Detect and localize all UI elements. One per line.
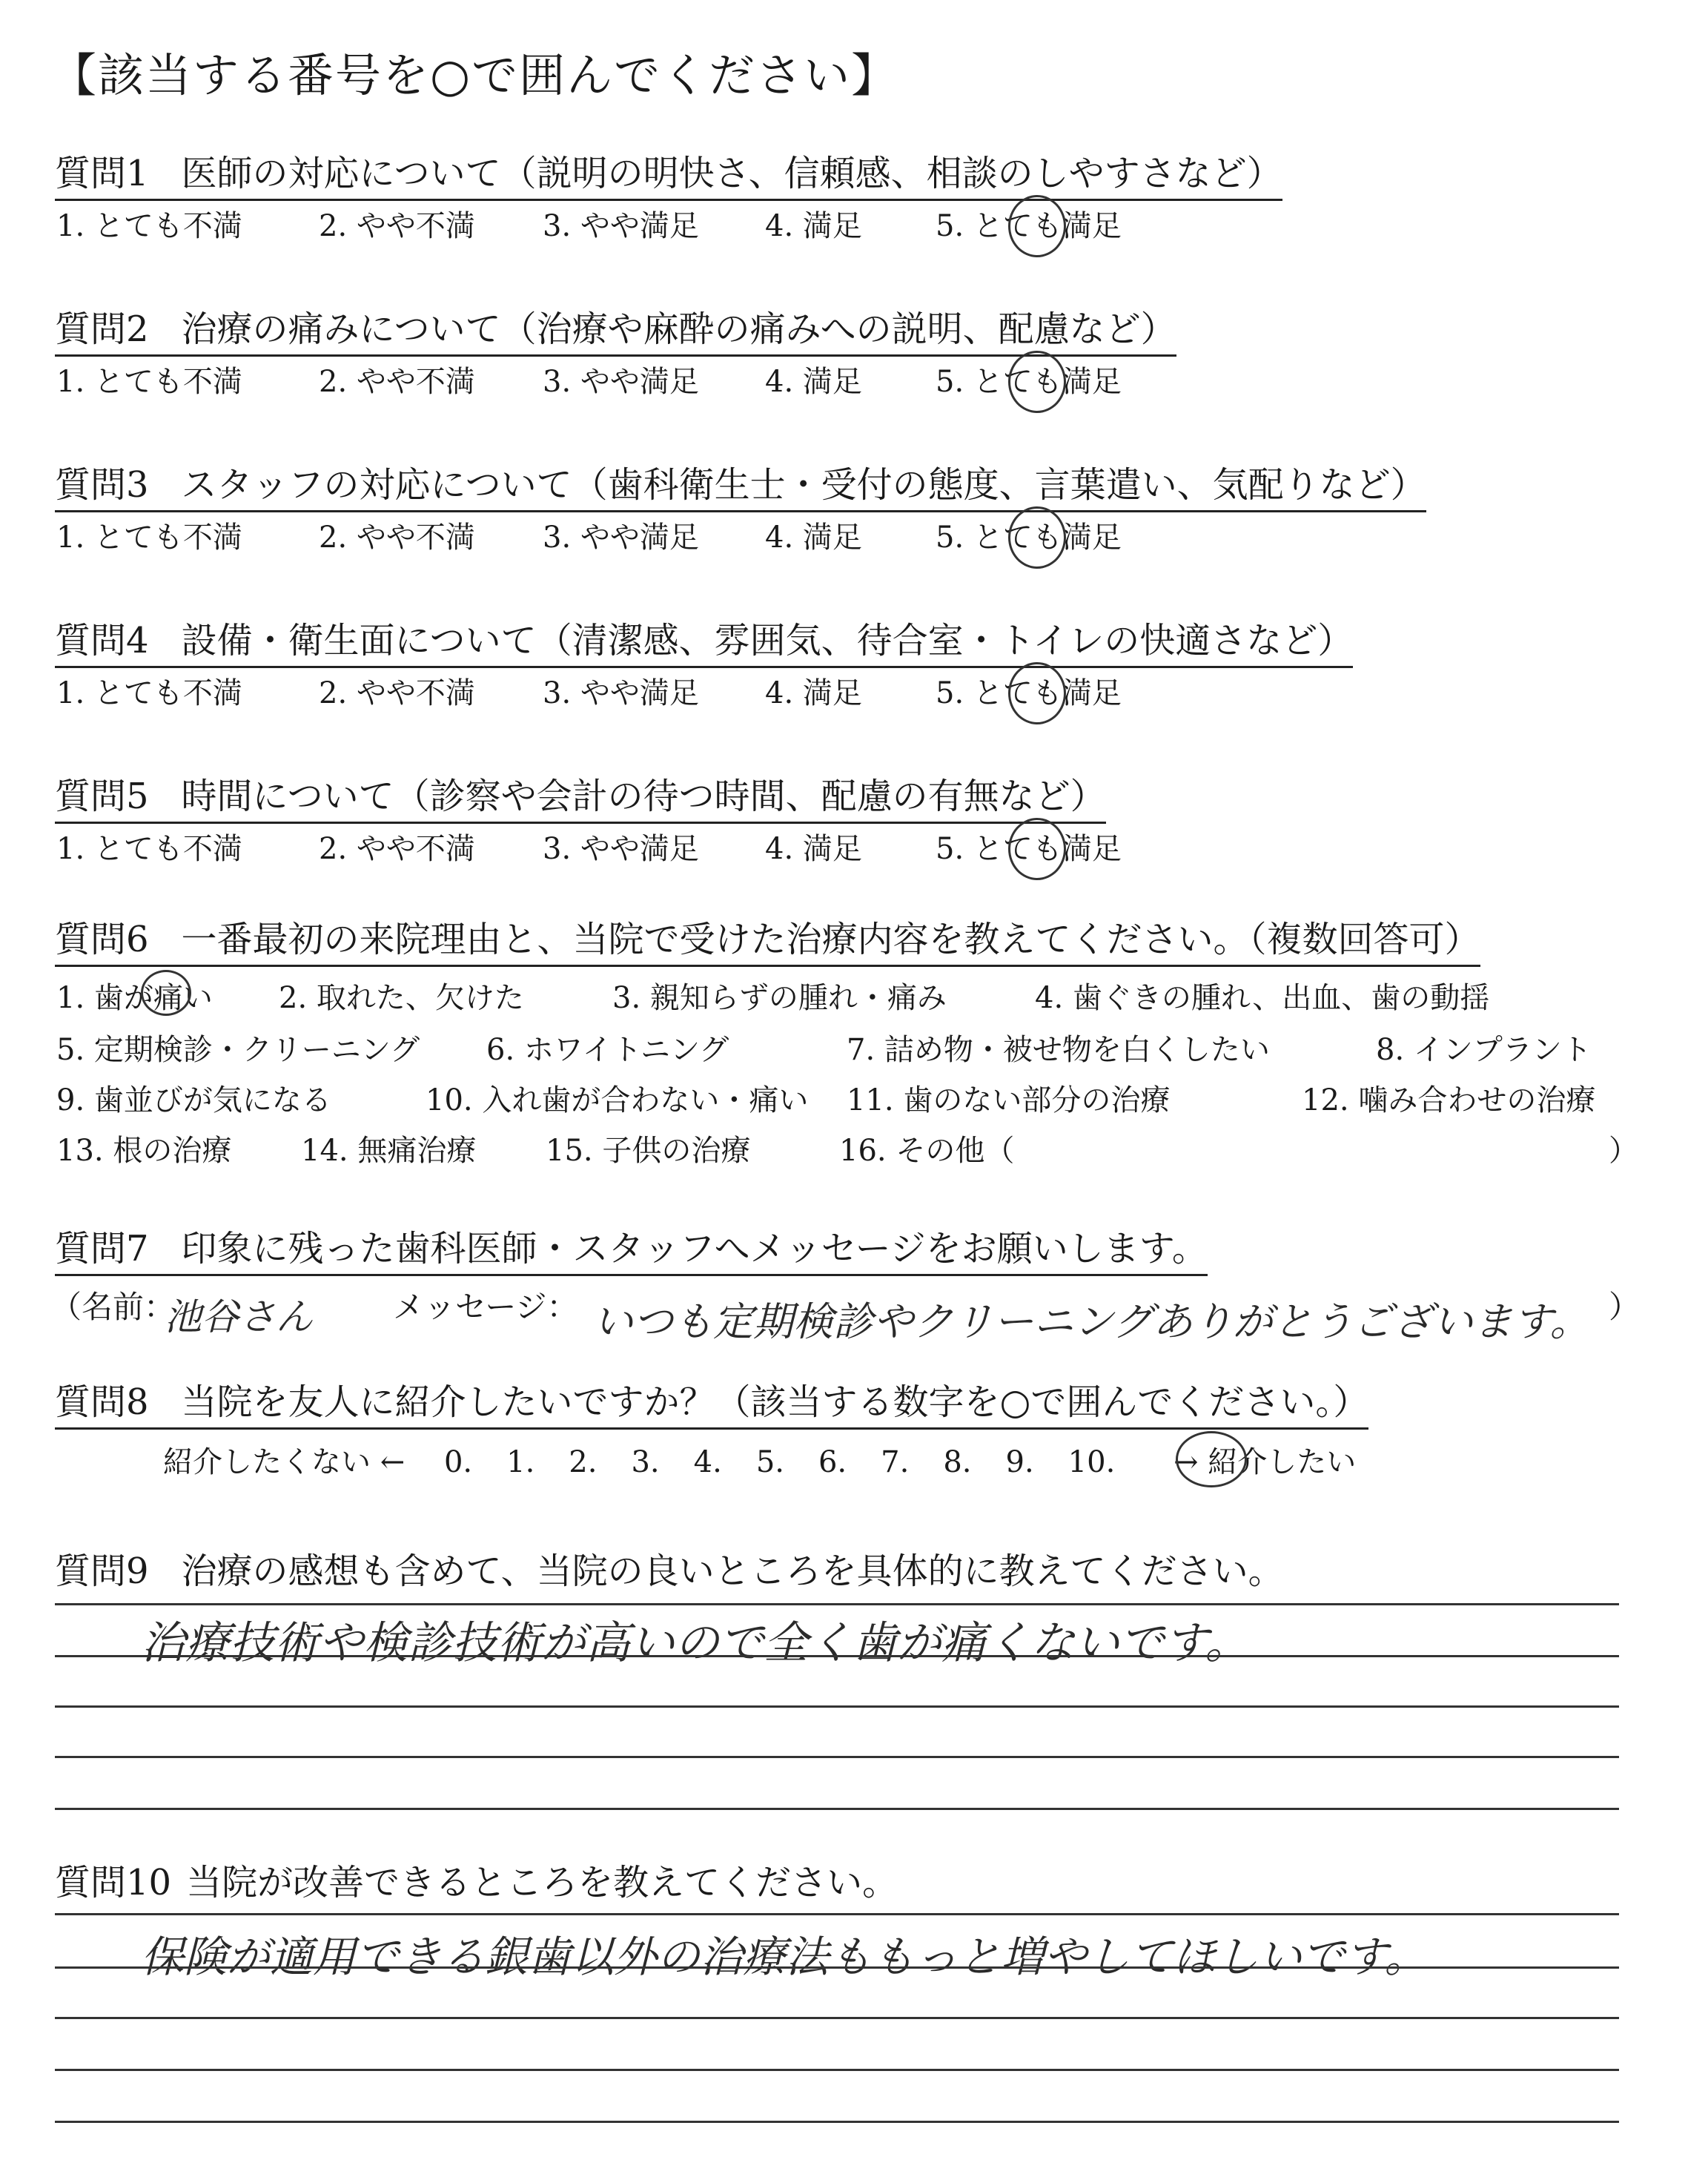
- scale-value[interactable]: 3.: [631, 1445, 660, 1479]
- option-5[interactable]: 5. とても満足: [936, 209, 1122, 243]
- q6-option[interactable]: 8. インプラント: [1376, 1033, 1592, 1067]
- answer-line: [55, 2017, 1619, 2019]
- option-1[interactable]: 1. とても不満: [56, 209, 242, 243]
- answer-circle-q5: [1008, 818, 1066, 880]
- question-text: 一番最初の来院理由と、当院で受けた治療内容を教えてください。（複数回答可）: [181, 919, 1480, 960]
- question-7-title: [55, 1220, 1208, 1276]
- message-value: いつも定期検診やクリーニングありがとうございます。: [593, 1298, 1590, 1345]
- scale-value[interactable]: 6.: [818, 1445, 847, 1479]
- question-1-title: [55, 145, 1282, 201]
- option-1[interactable]: 1. とても不満: [56, 521, 242, 555]
- scale-left-label: 紹介したくない ←: [163, 1445, 406, 1479]
- question-number: 質問3: [55, 464, 149, 506]
- scale-right-label: → 紹介したい: [1174, 1445, 1357, 1479]
- option-4[interactable]: 4. 満足: [765, 521, 862, 555]
- option-3[interactable]: 3. やや満足: [543, 521, 699, 555]
- option-4[interactable]: 4. 満足: [765, 365, 862, 399]
- question-text: 当院を友人に紹介したいですか？（該当する数字を○で囲んでください。）: [181, 1381, 1369, 1423]
- q6-option[interactable]: 15. 子供の治療: [546, 1134, 751, 1168]
- answer-line: [55, 1913, 1619, 1915]
- question-10-title: [55, 1854, 898, 1908]
- question-4-title: [55, 612, 1353, 668]
- scale-value[interactable]: 9.: [1005, 1445, 1034, 1479]
- q6-option[interactable]: 5. 定期検診・クリーニング: [56, 1033, 420, 1067]
- q6-option[interactable]: 16. その他（: [839, 1134, 1015, 1168]
- answer-line: [55, 2121, 1619, 2123]
- question-number: 質問7: [55, 1228, 149, 1269]
- option-5[interactable]: 5. とても満足: [936, 365, 1122, 399]
- q6-option[interactable]: 10. 入れ歯が合わない・痛い: [426, 1083, 809, 1117]
- survey-header: 【該当する番号を○で囲んでください】: [50, 48, 899, 102]
- answer-line: [55, 1655, 1619, 1657]
- question-number: 質問9: [55, 1550, 149, 1592]
- question-8-title: [55, 1373, 1368, 1430]
- q6-option[interactable]: 6. ホワイトニング: [486, 1033, 729, 1067]
- option-2[interactable]: 2. やや不満: [319, 832, 475, 866]
- answer-line: [55, 1966, 1619, 1969]
- answer-line: [55, 1705, 1619, 1708]
- message-close: ）: [1609, 1289, 1641, 1325]
- q6-option[interactable]: 13. 根の治療: [56, 1134, 232, 1168]
- option-4[interactable]: 4. 満足: [765, 209, 862, 243]
- scale-value[interactable]: 10.: [1068, 1445, 1116, 1479]
- option-2[interactable]: 2. やや不満: [319, 676, 475, 710]
- question-9-title: [55, 1542, 1284, 1596]
- answer-line: [55, 1808, 1619, 1810]
- question-2-title: [55, 300, 1176, 357]
- answer-circle-q8: [1176, 1431, 1247, 1487]
- option-3[interactable]: 3. やや満足: [543, 676, 699, 710]
- option-1[interactable]: 1. とても不満: [56, 676, 242, 710]
- scale-value[interactable]: 7.: [881, 1445, 910, 1479]
- option-3[interactable]: 3. やや満足: [543, 832, 699, 866]
- option-2[interactable]: 2. やや不満: [319, 209, 475, 243]
- q9-answer: 治療技術や検診技術が高いので全く歯が痛くないです。: [141, 1617, 1250, 1669]
- q6-option[interactable]: 14. 無痛治療: [301, 1134, 477, 1168]
- q6-option[interactable]: 2. 取れた、欠けた: [279, 981, 524, 1015]
- q6-option[interactable]: 12. 噛み合わせの治療: [1302, 1083, 1596, 1117]
- question-text: 治療の痛みについて（治療や麻酔の痛みへの説明、配慮など）: [181, 308, 1176, 350]
- q6-option[interactable]: 11. 歯のない部分の治療: [847, 1083, 1171, 1117]
- answer-line: [55, 2069, 1619, 2071]
- question-number: 質問4: [55, 620, 149, 661]
- question-text: 印象に残った歯科医師・スタッフへメッセージをお願いします。: [181, 1228, 1208, 1269]
- question-5-title: [55, 767, 1106, 824]
- q6-option[interactable]: 7. 詰め物・被せ物を白くしたい: [847, 1033, 1270, 1067]
- q6-option[interactable]: 3. 親知らずの腫れ・痛み: [612, 981, 947, 1015]
- question-number: 質問5: [55, 776, 149, 817]
- option-5[interactable]: 5. とても満足: [936, 521, 1122, 555]
- option-3[interactable]: 3. やや満足: [543, 209, 699, 243]
- q10-answer: 保険が適用できる銀歯以外の治療法ももっと増やしてほしいです。: [141, 1932, 1428, 1982]
- option-1[interactable]: 1. とても不満: [56, 832, 242, 866]
- q6-option[interactable]: 4. 歯ぐきの腫れ、出血、歯の動揺: [1035, 981, 1490, 1015]
- name-value: 池谷さん: [165, 1295, 313, 1338]
- option-4[interactable]: 4. 満足: [765, 676, 862, 710]
- q6-option[interactable]: 9. 歯並びが気になる: [56, 1083, 331, 1117]
- option-2[interactable]: 2. やや不満: [319, 521, 475, 555]
- answer-circle-q2: [1008, 351, 1066, 413]
- q6-option[interactable]: ）: [1609, 1134, 1638, 1168]
- question-number: 質問1: [55, 153, 149, 194]
- question-text: 治療の感想も含めて、当院の良いところを具体的に教えてください。: [181, 1550, 1284, 1592]
- option-1[interactable]: 1. とても不満: [56, 365, 242, 399]
- scale-value[interactable]: 0.: [443, 1445, 473, 1479]
- question-number: 質問8: [55, 1381, 149, 1423]
- question-3-title: [55, 456, 1426, 512]
- option-3[interactable]: 3. やや満足: [543, 365, 699, 399]
- q6-option[interactable]: 1. 歯が痛い: [56, 981, 213, 1015]
- message-label: メッセージ：: [393, 1289, 578, 1325]
- scale-value[interactable]: 2.: [569, 1445, 598, 1479]
- answer-circle-q4: [1008, 662, 1066, 724]
- question-text: スタッフの対応について（歯科衛生士・受付の態度、言葉遣い、気配りなど）: [181, 464, 1426, 506]
- option-5[interactable]: 5. とても満足: [936, 676, 1122, 710]
- option-4[interactable]: 4. 満足: [765, 832, 862, 866]
- question-text: 設備・衛生面について（清潔感、雰囲気、待合室・トイレの快適さなど）: [181, 620, 1354, 661]
- question-text: 時間について（診察や会計の待つ時間、配慮の有無など）: [181, 776, 1106, 817]
- scale-value[interactable]: 1.: [506, 1445, 535, 1479]
- answer-circle-q1: [1008, 195, 1066, 257]
- option-2[interactable]: 2. やや不満: [319, 365, 475, 399]
- question-number: 質問10: [55, 1862, 172, 1903]
- scale-value[interactable]: 8.: [943, 1445, 972, 1479]
- question-number: 質問2: [55, 308, 149, 350]
- question-6-title: [55, 911, 1480, 967]
- question-number: 質問6: [55, 919, 149, 960]
- scale-value[interactable]: 4.: [693, 1445, 722, 1479]
- question-text: 当院が改善できるところを教えてください。: [186, 1862, 898, 1903]
- answer-line: [55, 1756, 1619, 1758]
- option-5[interactable]: 5. とても満足: [936, 832, 1122, 866]
- answer-circle-q6: [141, 970, 191, 1016]
- answer-circle-q3: [1008, 506, 1066, 569]
- answer-line: [55, 1603, 1619, 1605]
- scale-value[interactable]: 5.: [755, 1445, 784, 1479]
- name-label: （名前：: [50, 1289, 176, 1325]
- question-text: 医師の対応について（説明の明快さ、信頼感、相談のしやすさなど）: [181, 153, 1282, 194]
